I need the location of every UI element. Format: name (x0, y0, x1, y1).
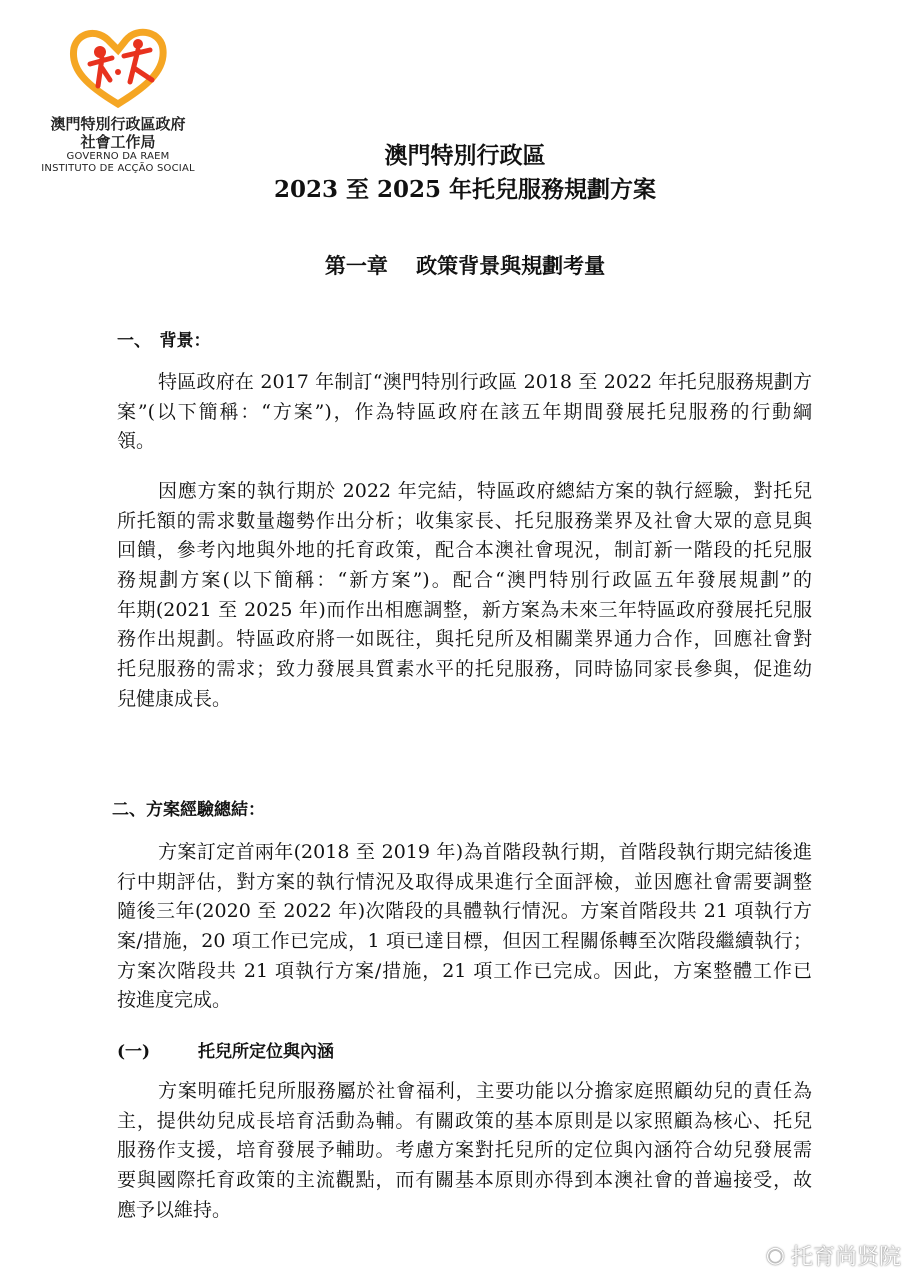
paragraph-line: 因應方案的執行期於 2022 年完結，特區政府總結方案的執行經驗，對托兒 (158, 480, 812, 502)
org-name-cn: 澳門特別行政區政府 (50, 115, 186, 133)
paragraph-line: 按進度完成。 (117, 989, 232, 1012)
weibo-icon: ◉ (765, 1243, 785, 1268)
subsection-heading: 托兒所定位與內涵 (198, 1042, 334, 1062)
paragraph (117, 477, 812, 715)
org-dept-cn: 社會工作局 (80, 133, 156, 151)
paragraph-line: 所托額的需求數量趨勢作出分析；收集家長、托兒服務業界及社會大眾的意見與 (117, 509, 812, 532)
paragraph-line: 隨後三年(2020 至 2022 年)次階段的具體執行情況。方案首階段共 21 項執行方 (117, 900, 812, 923)
paragraph-line: 案/措施，20 項工作已完成，1 項已達目標，但因工程關係轉至次階段繼續執行； (117, 930, 812, 953)
org-name-pt: GOVERNO DA RAEM (66, 151, 170, 162)
logo (68, 28, 168, 108)
paragraph-line: 案”(以下簡稱：“方案”)，作為特區政府在該五年期間發展托兒服務的行動綱 (117, 400, 812, 423)
paragraph-line: 領。 (117, 430, 156, 453)
paragraph-line: 回饋，參考內地與外地的托育政策，配合本澳社會現況，制訂新一階段的托兒服 (117, 539, 812, 562)
heart-logo-icon (68, 28, 168, 108)
paragraph-line: 方案訂定首兩年(2018 至 2019 年)為首階段執行期，首階段執行期完結後進 (158, 841, 812, 863)
paragraph-line: 托兒服務的需求；致力發展具質素水平的托兒服務，同時協同家長參與，促進幼 (117, 658, 812, 681)
paragraph-line: 方案明確托兒所服務屬於社會福利，主要功能以分擔家庭照顧幼兒的責任為 (158, 1080, 812, 1102)
document-title-line2: 2023 至 2025 年托兒服務規劃方案 (273, 176, 657, 203)
paragraph-line: 方案次階段共 21 項執行方案/措施，21 項工作已完成。因此，方案整體工作已 (117, 959, 812, 982)
document-title-line1: 澳門特別行政區 (384, 142, 546, 169)
paragraph-line: 要與國際托育政策的主流觀點，而有關基本原則亦得到本澳社會的普遍接受，故 (117, 1169, 812, 1192)
paragraph-line: 主，提供幼兒成長培育活動為輔。有關政策的基本原則是以家照顧為核心、托兒 (117, 1109, 812, 1132)
subsection-number: (一) (117, 1042, 151, 1062)
chapter-heading: 第一章 政策背景與規劃考量 (324, 253, 606, 278)
paragraph-line: 務作出規劃。特區政府將一如既往，與托兒所及相關業界通力合作，回應社會對 (117, 628, 812, 651)
paragraph-line: 應予以維持。 (117, 1198, 232, 1221)
paragraph-line: 服務作支援，培育發展予輔助。考慮方案對托兒所的定位與內涵符合幼兒發展需 (117, 1139, 812, 1162)
watermark-text: 托育尚贤院 (790, 1245, 901, 1270)
org-dept-pt: INSTITUTO DE ACÇÃO SOCIAL (41, 163, 195, 174)
paragraph-line: 兒健康成長。 (117, 687, 232, 710)
paragraph (117, 838, 812, 1016)
watermark (766, 1240, 901, 1271)
paragraph-line: 行中期評估，對方案的執行情況及取得成果進行全面評檢，並因應社會需要調整 (117, 870, 812, 893)
paragraph (117, 368, 812, 457)
paragraph-line: 年期(2021 至 2025 年)而作出相應調整，新方案為未來三年特區政府發展托兒服 (117, 598, 812, 621)
section-heading-summary: 二、方案經驗總結： (112, 800, 265, 820)
paragraph-line: 務規劃方案(以下簡稱：“新方案”)。配合“澳門特別行政區五年發展規劃”的 (117, 569, 812, 592)
section-heading-background: 一、 背景： (117, 331, 211, 351)
paragraph-line: 特區政府在 2017 年制訂“澳門特別行政區 2018 至 2022 年托兒服務規劃方 (158, 371, 812, 393)
paragraph (117, 1077, 812, 1225)
